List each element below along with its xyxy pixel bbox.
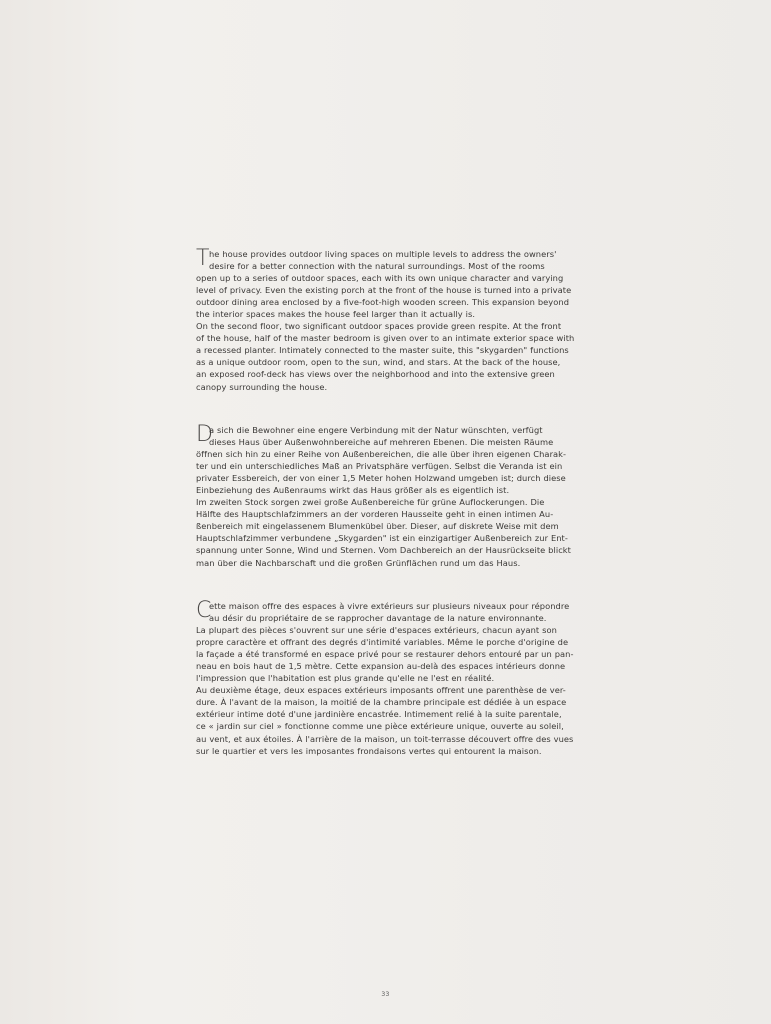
text-line: sur le quartier et vers les imposantes frondaisons vertes qui entourent la maison. <box>196 745 542 756</box>
german-paragraph-1 <box>196 424 578 496</box>
german-dropcap: D <box>196 422 213 447</box>
text-line: level of privacy. Even the existing porch at the front of the house is turned into a private <box>196 285 572 296</box>
text-line: as a unique outdoor room, open to the sun, wind, and stars. At the back of the house, <box>196 357 561 368</box>
german-paragraph-2 <box>196 496 578 568</box>
text-line: ßenbereich mit eingelassenem Blumenkübel über. Dieser, auf diskrete Weise mit dem <box>196 521 559 532</box>
text-line: l'impression que l'habitation est plus grande qu'elle ne l'est en réalité. <box>196 673 495 684</box>
french-paragraph-2 <box>196 684 578 756</box>
text-line: au désir du propriétaire de se rapprocher davantage de la nature environnante. <box>209 613 547 624</box>
text-line: extérieur intime doté d'une jardinière encastrée. Intimement relié à la suite parentale, <box>196 709 562 720</box>
text-line: Einbeziehung des Außenraums wirkt das Haus größer als es eigentlich ist. <box>196 485 510 496</box>
text-line: propre caractère et offrant des degrés d'intimité variables. Même le porche d'origine de <box>196 637 569 648</box>
text-line: la façade a été transformé en espace privé pour se restaurer dehors entouré par un pan- <box>196 649 574 660</box>
text-line: the interior spaces makes the house feel larger than it actually is. <box>196 309 476 320</box>
english-text-block <box>196 248 578 393</box>
text-line: neau en bois haut de 1,5 mètre. Cette expansion au-delà des espaces intérieurs donne <box>196 661 566 672</box>
text-line: a recessed planter. Intimately connected to the master suite, this "skygarden" functions <box>196 345 569 356</box>
german-text-block <box>196 424 578 569</box>
text-line: dure. À l'avant de la maison, la moitié de la chambre principale est dédiée à un espace <box>196 697 567 708</box>
text-line: On the second floor, two significant outdoor spaces provide green respite. At the front <box>196 321 562 332</box>
text-line: Hälfte des Hauptschlafzimmers an der vorderen Hausseite geht in einen intimen Au- <box>196 509 554 520</box>
text-line: man über die Nachbarschaft und die großen Grünflächen rund um das Haus. <box>196 557 521 568</box>
text-line: canopy surrounding the house. <box>196 381 328 392</box>
text-line: ter und ein unterschiedliches Maß an Privatsphäre verfügen. Selbst die Veranda ist ein <box>196 461 563 472</box>
english-paragraph-2 <box>196 320 578 392</box>
text-line: au vent, et aux étoiles. À l'arrière de la maison, un toit-terrasse découvert offre des vues <box>196 733 574 744</box>
french-paragraph-1 <box>196 600 578 684</box>
text-line: Im zweiten Stock sorgen zwei große Außenbereiche für grüne Auflockerungen. Die <box>196 497 545 508</box>
text-line: an exposed roof-deck has views over the neighborhood and into the extensive green <box>196 369 555 380</box>
text-line: a sich die Bewohner eine engere Verbindung mit der Natur wünschten, verfügt <box>209 425 543 435</box>
text-line: ette maison offre des espaces à vivre extérieurs sur plusieurs niveaux pour répondre <box>209 601 570 611</box>
text-line: Hauptschlafzimmer verbundene „Skygarden" ist ein einzigartiger Außenbereich zur Ent- <box>196 533 568 544</box>
text-line: privater Essbereich, der von einer 1,5 Meter hohen Holzwand umgeben ist; durch diese <box>196 473 566 484</box>
text-line: spannung unter Sonne, Wind und Sternen. Vom Dachbereich an der Hausrückseite blickt <box>196 545 571 556</box>
text-line: of the house, half of the master bedroom is given over to an intimate exterior space with <box>196 333 575 344</box>
text-line: dieses Haus über Außenwohnbereiche auf mehreren Ebenen. Die meisten Räume <box>209 437 554 448</box>
french-text-block <box>196 600 578 757</box>
text-line: ce « jardin sur ciel » fonctionne comme une pièce extérieure unique, ouverte au soleil, <box>196 721 564 732</box>
text-line: Au deuxième étage, deux espaces extérieurs imposants offrent une parenthèse de ver- <box>196 685 566 696</box>
text-line: öffnen sich hin zu einer Reihe von Außenbereichen, die alle über ihren eigenen Charak- <box>196 449 567 460</box>
text-line: desire for a better connection with the natural surroundings. Most of the rooms <box>209 261 545 272</box>
page-number: 33 <box>381 991 390 998</box>
text-line: he house provides outdoor living spaces on multiple levels to address the owners' <box>209 249 557 259</box>
text-line: La plupart des pièces s'ouvrent sur une série d'espaces extérieurs, chacun ayant son <box>196 625 557 636</box>
text-line: outdoor dining area enclosed by a five-foot-high wooden screen. This expansion beyond <box>196 297 570 308</box>
french-dropcap: C <box>196 598 212 623</box>
english-dropcap: T <box>196 246 210 271</box>
text-line: open up to a series of outdoor spaces, each with its own unique character and varying <box>196 273 564 284</box>
english-paragraph-1 <box>196 248 578 320</box>
